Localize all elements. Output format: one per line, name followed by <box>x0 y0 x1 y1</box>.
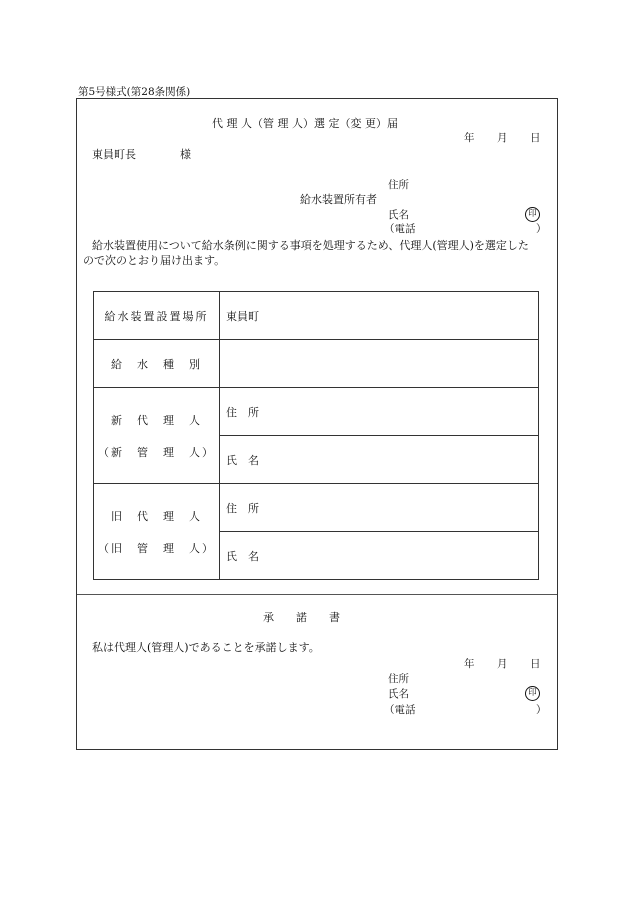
applicant-name-label: 氏名 <box>388 209 409 221</box>
old-agent-label: 旧 代 理 人 <box>111 509 202 523</box>
new-agent-name-cell <box>220 436 539 484</box>
notice-date-month: 月 <box>497 132 508 144</box>
consent-address-label: 住所 <box>388 673 409 685</box>
consent-date-year: 年 <box>464 658 475 670</box>
location-value-cell <box>220 292 539 340</box>
notice-body-line2: ので次のとおり届け出ます。 <box>83 254 226 267</box>
new-agent-name-label: 氏 名 <box>226 453 259 467</box>
new-agent-sub: （新 管 理 人） <box>98 445 215 459</box>
consent-date-month: 月 <box>497 658 508 670</box>
new-agent-label-cell <box>94 388 220 484</box>
consent-title: 承 諾 書 <box>263 611 340 624</box>
notice-table <box>93 291 539 580</box>
consent-date-day: 日 <box>530 658 541 670</box>
supply-type-label: 給 水 種 別 <box>111 357 202 371</box>
consent-name-label: 氏名 <box>388 688 409 700</box>
notice-body-line1: 給水装置使用について給水条例に関する事項を処理するため、代理人(管理人)を選定した <box>92 239 529 252</box>
applicant-address-label: 住所 <box>388 179 409 191</box>
supply-type-value-cell <box>220 340 539 388</box>
applicant-role: 給水装置所有者 <box>300 193 377 206</box>
notice-date-year: 年 <box>464 132 475 144</box>
seal-icon: 印 <box>525 207 540 222</box>
old-agent-address-label: 住 所 <box>226 501 259 515</box>
form-number-label: 第5号様式(第28条関係) <box>78 86 191 98</box>
old-agent-name-cell <box>220 532 539 580</box>
supply-type-label-cell <box>94 340 220 388</box>
old-agent-sub: （旧 管 理 人） <box>98 541 215 555</box>
consent-seal-icon: 印 <box>525 686 540 701</box>
addressee: 東員町長 <box>92 148 136 161</box>
section-divider <box>77 594 557 595</box>
notice-date-day: 日 <box>530 132 541 144</box>
consent-phone-open: （電話 <box>384 704 416 716</box>
applicant-phone-close: ） <box>536 223 547 235</box>
table-row <box>94 340 539 388</box>
honorific: 様 <box>180 148 191 161</box>
new-agent-address-label: 住 所 <box>226 405 259 419</box>
table-row <box>94 292 539 340</box>
location-label-cell <box>94 292 220 340</box>
table-row <box>94 388 539 436</box>
old-agent-label-cell <box>94 484 220 580</box>
notice-title: 代 理 人（管 理 人）選 定（変 更）届 <box>212 117 398 130</box>
old-agent-name-label: 氏 名 <box>226 549 259 563</box>
table-row <box>94 484 539 532</box>
consent-statement: 私は代理人(管理人)であることを承諾します。 <box>92 641 320 654</box>
old-agent-address-cell <box>220 484 539 532</box>
applicant-phone-open: （電話 <box>384 223 416 235</box>
location-label: 給水装置設置場所 <box>104 309 209 323</box>
consent-phone-close: ） <box>536 704 547 716</box>
new-agent-address-cell <box>220 388 539 436</box>
new-agent-label: 新 代 理 人 <box>111 413 202 427</box>
location-value: 東員町 <box>226 309 259 323</box>
